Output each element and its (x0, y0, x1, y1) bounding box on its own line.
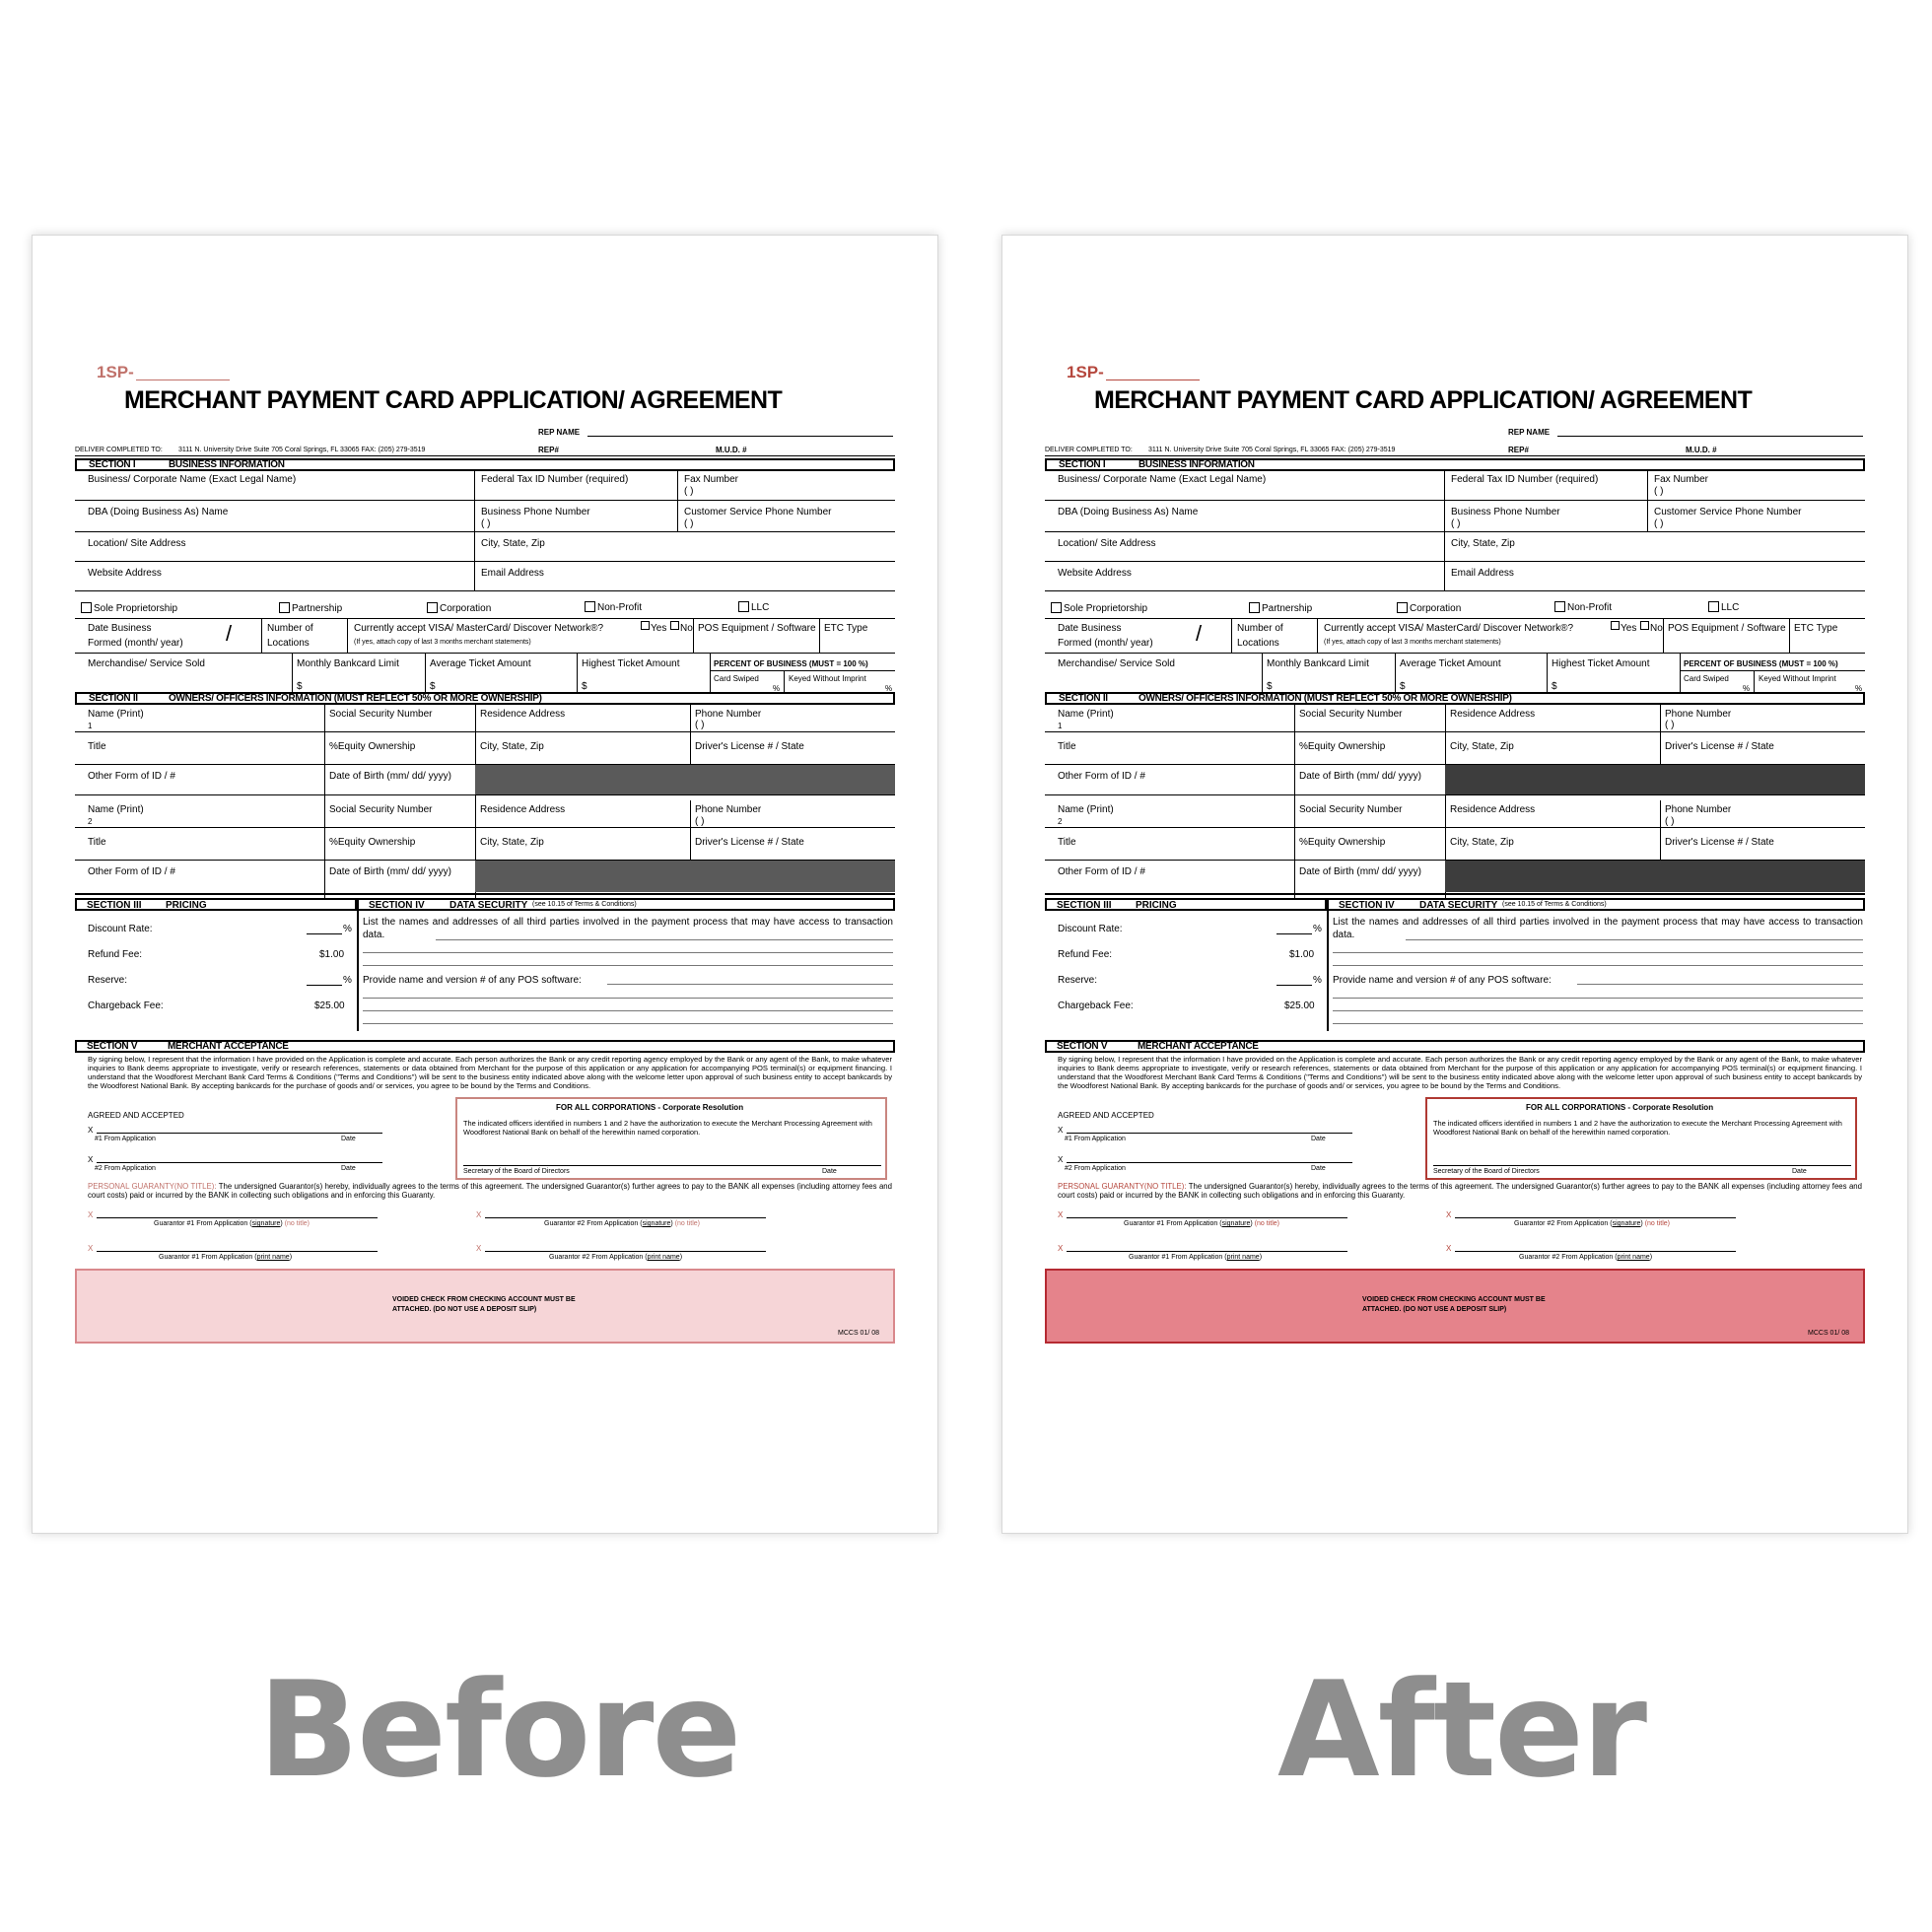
guarantor2-signature-label: Guarantor #2 From Application (signature) (no title) (544, 1220, 700, 1227)
rep-number-label: REP# (1508, 446, 1529, 454)
accept-no-checkbox[interactable] (1640, 621, 1649, 630)
fax-label: Fax Number (1654, 474, 1709, 485)
corporation-checkbox[interactable] (427, 602, 438, 613)
city-label: City, State, Zip (481, 538, 545, 549)
chargeback-label: Chargeback Fee: (88, 1000, 164, 1011)
keyed-label: Keyed Without Imprint (1759, 674, 1836, 683)
reserve-label: Reserve: (88, 975, 128, 986)
section-4-header: SECTION IV DATA SECURITY (see 10.15 of Terms & Conditions) (357, 898, 895, 911)
guarantor1-print-label: Guarantor #1 From Application (print name) (159, 1254, 293, 1261)
accept-no-checkbox[interactable] (670, 621, 679, 630)
guarantor2-signature-label: Guarantor #2 From Application (signature) (no title) (1514, 1220, 1670, 1227)
partnership-checkbox[interactable] (1249, 602, 1260, 613)
percent-business-label: PERCENT OF BUSINESS (MUST = 100 %) (1684, 659, 1838, 668)
federal-tax-label: Federal Tax ID Number (required) (1451, 474, 1599, 485)
date-formed-label: Date Business (1058, 623, 1122, 634)
after-form-page: 1SP- MERCHANT PAYMENT CARD APPLICATION/ AGREEMENT REP NAME DELIVER COMPLETED TO: 3111 N. University Drive Suite 705 Coral Springs, FL 33065 FAX: (205) 279-3519 REP# M.U.D. # SECTION I BUSINESS INFORMATION Business/ Corporate Name (Exact Legal Name) Federal Tax ID Number (required) Fax Number ( ) DBA (Doing Business As) Name Business Phone Number ( ) Customer Service Phone Number ( ) Location/ Site Address City, State, Zip Website Address Email Address Sole Proprietorship Partnership Corporation Non-Profit LLC Date Business Formed (month/ year) / Number of Locations Currently accept VISA/ MasterCard/ Discover Network®? Yes No (If yes, attach copy of last 3 months merchant statements) POS Equipment / Software ETC Type Merchandise/ Service Sold Monthly Bankcard Limit $ Average Ticket Amount $ Highest Ticket Amount $ PERCENT OF BUSINESS (MUST = 100 %) Card Swiped % Keyed Without Imprint % SECTION II OWNERS/ OFFICERS INFORMATION (MUST REFLECT 50% OR MORE OWNERSHIP) Name (Print) 1 Social Security Number Residence Address Phone Number ( ) Title %Equity Ownership City, State, Zip Driver's License # / State Other Form of ID / # Date of Birth (mm/ dd/ yyyy) Name (Print) 2 Social Security Number Residence Address Phone Number ( ) Title %Equity Ownership City, State, Zip Driver's License # / State Other Form of ID / # Date of Birth (mm/ dd/ yyyy) SECTION III PRICING SECTION IV DATA SECURITY (see 10.15 of Terms & Conditions) Discount Rate: % Refund Fee: $1.00 Reserve: % Chargeback Fee: $25.00 List the names and addresses of all third parties involved in the payment process that may have access to transaction data. Provide name and version # of any POS software: SECTION V MERCHANT ACCEPTANCE By signing below, I represent that the information I have provided on the Application is complete and accurate. Each person authorizes the Bank or any credit reporting agency employed by the Bank or any agent of the Bank, to make whatever inquiries to Bank deems appropriate to investigate, verify or research references, statements or data obtained from Merchant for the purpose of this application or any application for accompanying POS terminal(s) or equipment financing. I understand that the Woodforest Merchant Bank Card Terms & Conditions ("Terms and Conditions") will be sent to the business entity indicated above along with the welcome letter upon approval of such business entity to accept bankcards by the Woodforest National Bank. By accepting bankcards for the purchase of goods and/ or services, you agree to be bound by the Terms and Conditions. AGREED AND ACCEPTED X #1 From Application Date X #2 From Application Date FOR ALL CORPORATIONS - Corporate Resolution The indicated officers identified in numbers 1 and 2 have the authorization to execute the Merchant Processing Agreement with Woodforest National Bank on behalf of the herewithin named corporation. Secretary of the Board of Directors Date PERSONAL GUARANTY(NO TITLE): The undersigned Guarantor(s) hereby, individually agrees to the terms of this agreement. The undersigned Guarantor(s) further agrees to pay to the BANK all expenses (including attorney fees and court costs) paid or incurred by the BANK in collecting such obligations and in enforcing this Guaranty. X Guarantor #1 From Application (signature) (no title) X Guarantor #2 From Application (signature) (no title) X Guarantor #1 From Application (print name) X Guarantor #2 From Application (print name) VOIDED CHECK FROM CHECKING ACCOUNT MUST BE ATTACHED. (DO NOT USE A DEPOSIT SLIP) MCCS 01/ 08 (1001, 235, 1908, 1534)
high-ticket-label: Highest Ticket Amount (1552, 658, 1650, 669)
keyed-label: Keyed Without Imprint (789, 674, 866, 683)
before-form-page: 1SP- MERCHANT PAYMENT CARD APPLICATION/ AGREEMENT REP NAME DELIVER COMPLETED TO: 3111 N. University Drive Suite 705 Coral Springs, FL 33065 FAX: (205) 279-3519 REP# M.U.D. # SECTION I BUSINESS INFORMATION Business/ Corporate Name (Exact Legal Name) Federal Tax ID Number (required) Fax Number ( ) DBA (Doing Business As) Name Business Phone Number ( ) Customer Service Phone Number ( ) Location/ Site Address City, State, Zip Website Address Email Address Sole Proprietorship Partnership Corporation Non-Profit LLC Date Business Formed (month/ year) / Number of Locations Currently accept VISA/ MasterCard/ Discover Network®? Yes No (If yes, attach copy of last 3 months merchant statements) POS Equipment / Software ETC Type Merchandise/ Service Sold Monthly Bankcard Limit $ Average Ticket Amount $ Highest Ticket Amount $ PERCENT OF BUSINESS (MUST = 100 %) Card Swiped % Keyed Without Imprint % SECTION II OWNERS/ OFFICERS INFORMATION (MUST REFLECT 50% OR MORE OWNERSHIP) Name (Print) 1 Social Security Number Residence Address Phone Number ( ) Title %Equity Ownership City, State, Zip Driver's License # / State Other Form of ID / # Date of Birth (mm/ dd/ yyyy) Name (Print) 2 Social Security Number Residence Address Phone Number ( ) Title %Equity Ownership City, State, Zip Driver's License # / State Other Form of ID / # Date of Birth (mm/ dd/ yyyy) SECTION III PRICING SECTION IV DATA SECURITY (see 10.15 of Terms & Conditions) Discount Rate: % Refund Fee: $1.00 Reserve: % Chargeback Fee: $25.00 List the names and addresses of all third parties involved in the payment process that may have access to transaction data. Provide name and version # of any POS software: SECTION V MERCHANT ACCEPTANCE By signing below, I represent that the information I have provided on the Application is complete and accurate. Each person authorizes the Bank or any credit reporting agency employed by the Bank or any agent of the Bank, to make whatever inquiries to Bank deems appropriate to investigate, verify or research references, statements or data obtained from Merchant for the purpose of this application or any application for accompanying POS terminal(s) or equipment financing. I understand that the Woodforest Merchant Bank Card Terms & Conditions ("Terms and Conditions") will be sent to the business entity indicated above along with the welcome letter upon approval of such business entity to accept bankcards by the Woodforest National Bank. By accepting bankcards for the purchase of goods and/ or services, you agree to be bound by the Terms and Conditions. AGREED AND ACCEPTED X #1 From Application Date X #2 From Application Date FOR ALL CORPORATIONS - Corporate Resolution The indicated officers identified in numbers 1 and 2 have the authorization to execute the Merchant Processing Agreement with Woodforest National Bank on behalf of the herewithin named corporation. Secretary of the Board of Directors Date PERSONAL GUARANTY(NO TITLE): The undersigned Guarantor(s) hereby, individually agrees to the terms of this agreement. The undersigned Guarantor(s) further agrees to pay to the BANK all expenses (including attorney fees and court costs) paid or incurred by the BANK in collecting such obligations and in enforcing this Guaranty. X Guarantor #1 From Application (signature) (no title) X Guarantor #2 From Application (signature) (no title) X Guarantor #1 From Application (print name) X Guarantor #2 From Application (print name) VOIDED CHECK FROM CHECKING ACCOUNT MUST BE ATTACHED. (DO NOT USE A DEPOSIT SLIP) MCCS 01/ 08 (32, 235, 938, 1534)
section-5-header: SECTION V MERCHANT ACCEPTANCE (75, 1040, 895, 1053)
section-2-header: SECTION II OWNERS/ OFFICERS INFORMATION (MUST REFLECT 50% OR MORE OWNERSHIP) (1045, 692, 1865, 705)
refund-fee-value: $1.00 (1289, 949, 1315, 960)
guaranty-text: PERSONAL GUARANTY(NO TITLE): The undersigned Guarantor(s) hereby, individually agrees to the terms of this agreement. The undersigned Guarantor(s) further agrees to pay to the BANK all expenses (including attorney fees and court costs) paid or incurred by the BANK in collecting such obligations and in enforcing this Guaranty. (88, 1182, 892, 1200)
sole-proprietorship-checkbox[interactable] (1051, 602, 1062, 613)
business-phone-label: Business Phone Number (481, 507, 590, 518)
etc-type-label: ETC Type (1794, 623, 1838, 634)
section-5-header: SECTION V MERCHANT ACCEPTANCE (1045, 1040, 1865, 1053)
owner1-name-label: Name (Print) (88, 709, 144, 720)
website-label: Website Address (1058, 568, 1132, 579)
agreed-label: AGREED AND ACCEPTED (88, 1111, 184, 1120)
owner1-name-label: Name (Print) (1058, 709, 1114, 720)
corporate-resolution-box: FOR ALL CORPORATIONS - Corporate Resolution The indicated officers identified in numbers 1 and 2 have the authorization to execute the Merchant Processing Agreement with Woodforest National Bank on behalf of the herewithin named corporation. Secretary of the Board of Directors Date (1425, 1097, 1857, 1180)
attach-note: (If yes, attach copy of last 3 months merchant statements) (354, 639, 531, 646)
currently-accept-label: Currently accept VISA/ MasterCard/ Discover Network®? (354, 623, 604, 634)
customer-phone-label: Customer Service Phone Number (684, 507, 832, 518)
non-profit-checkbox[interactable] (1554, 601, 1565, 612)
chargeback-value: $25.00 (1284, 1000, 1315, 1011)
dba-label: DBA (Doing Business As) Name (1058, 507, 1199, 518)
llc-checkbox[interactable] (1708, 601, 1719, 612)
section-1-header: SECTION I BUSINESS INFORMATION (1045, 458, 1865, 471)
percent-business-label: PERCENT OF BUSINESS (MUST = 100 %) (714, 659, 868, 668)
business-name-label: Business/ Corporate Name (Exact Legal Name) (88, 474, 297, 485)
monthly-limit-label: Monthly Bankcard Limit (1267, 658, 1369, 669)
section-2-header: SECTION II OWNERS/ OFFICERS INFORMATION (MUST REFLECT 50% OR MORE OWNERSHIP) (75, 692, 895, 705)
location-label: Location/ Site Address (1058, 538, 1156, 549)
rep-name-line (587, 436, 893, 437)
avg-ticket-label: Average Ticket Amount (430, 658, 531, 669)
pos-software-label: Provide name and version # of any POS software: (363, 975, 582, 986)
guaranty-text: PERSONAL GUARANTY(NO TITLE): The undersigned Guarantor(s) hereby, individually agrees to the terms of this agreement. The undersigned Guarantor(s) further agrees to pay to the BANK all expenses (including attorney fees and court costs) paid or incurred by the BANK in collecting such obligations and in enforcing this Guaranty. (1058, 1182, 1862, 1200)
mud-label: M.U.D. # (716, 446, 747, 454)
locations-label: Number of (1237, 623, 1283, 634)
guarantor1-signature-label: Guarantor #1 From Application (signature) (no title) (154, 1220, 310, 1227)
email-label: Email Address (1451, 568, 1514, 579)
owner2-shaded-area (1445, 861, 1865, 892)
section-1-header: SECTION I BUSINESS INFORMATION (75, 458, 895, 471)
pos-equipment-label: POS Equipment / Software (1668, 623, 1786, 634)
voided-check-area: VOIDED CHECK FROM CHECKING ACCOUNT MUST BE ATTACHED. (DO NOT USE A DEPOSIT SLIP) MCCS 01/ 08 (75, 1269, 895, 1344)
guarantor2-print-label: Guarantor #2 From Application (print name) (549, 1254, 683, 1261)
chargeback-value: $25.00 (314, 1000, 345, 1011)
owner2-name-label: Name (Print) (1058, 804, 1114, 815)
owner1-shaded-area (475, 765, 895, 794)
locations-label: Number of (267, 623, 313, 634)
before-caption: Before (258, 1653, 740, 1807)
application-id-prefix: 1SP- (1067, 363, 1104, 381)
accept-yes-checkbox[interactable] (1611, 621, 1620, 630)
application-id-prefix: 1SP- (97, 363, 134, 381)
date-formed-label: Date Business (88, 623, 152, 634)
card-swiped-label: Card Swiped (714, 674, 759, 683)
fax-paren: ( ) (684, 486, 694, 497)
rep-name-label: REP NAME (538, 428, 581, 437)
deliver-address: 3111 N. University Drive Suite 705 Coral Springs, FL 33065 FAX: (205) 279-3519 (1148, 447, 1396, 453)
agreed-label: AGREED AND ACCEPTED (1058, 1111, 1154, 1120)
guarantor1-print-label: Guarantor #1 From Application (print name) (1129, 1254, 1263, 1261)
email-label: Email Address (481, 568, 544, 579)
card-swiped-label: Card Swiped (1684, 674, 1729, 683)
merchandise-label: Merchandise/ Service Sold (1058, 658, 1175, 669)
third-parties-text: List the names and addresses of all third parties involved in the payment process that may have access to transaction data. (1333, 917, 1863, 940)
owner2-shaded-area (475, 861, 895, 892)
owner2-name-label: Name (Print) (88, 804, 144, 815)
business-name-label: Business/ Corporate Name (Exact Legal Name) (1058, 474, 1267, 485)
llc-checkbox[interactable] (738, 601, 749, 612)
mud-label: M.U.D. # (1686, 446, 1717, 454)
avg-ticket-label: Average Ticket Amount (1400, 658, 1501, 669)
deliver-address: 3111 N. University Drive Suite 705 Coral Springs, FL 33065 FAX: (205) 279-3519 (178, 447, 426, 453)
owner1-shaded-area (1445, 765, 1865, 794)
fax-label: Fax Number (684, 474, 739, 485)
merchandise-label: Merchandise/ Service Sold (88, 658, 205, 669)
form-title: MERCHANT PAYMENT CARD APPLICATION/ AGREEMENT (124, 386, 783, 414)
rep-number-label: REP# (538, 446, 559, 454)
section-3-header: SECTION III PRICING (1045, 898, 1327, 911)
non-profit-checkbox[interactable] (585, 601, 595, 612)
acceptance-text: By signing below, I represent that the information I have provided on the Application is complete and accurate. Each person authorizes the Bank or any credit reporting agency employed by the Bank or any agent of the Bank, to make whatever inquiries to Bank deems appropriate to investigate, verify or research references, statements or data obtained from Merchant for the purpose of this application or any application for accompanying POS terminal(s) or equipment financing. I understand that the Woodforest Merchant Bank Card Terms & Conditions ("Terms and Conditions") will be sent to the business entity indicated above along with the welcome letter upon approval of such business entity to accept bankcards by the Woodforest National Bank. By accepting bankcards for the purchase of goods and/ or services, you agree to be bound by the Terms and Conditions. (88, 1055, 892, 1090)
section-3-header: SECTION III PRICING (75, 898, 357, 911)
location-label: Location/ Site Address (88, 538, 186, 549)
refund-fee-label: Refund Fee: (88, 949, 143, 960)
customer-phone-label: Customer Service Phone Number (1654, 507, 1802, 518)
federal-tax-label: Federal Tax ID Number (required) (481, 474, 629, 485)
third-parties-text: List the names and addresses of all third parties involved in the payment process that may have access to transaction data. (363, 917, 893, 940)
acceptance-text: By signing below, I represent that the information I have provided on the Application is complete and accurate. Each person authorizes the Bank or any credit reporting agency employed by the Bank or any agent of the Bank, to make whatever inquiries to Bank deems appropriate to investigate, verify or research references, statements or data obtained from Merchant for the purpose of this application or any application for accompanying POS terminal(s) or equipment financing. I understand that the Woodforest Merchant Bank Card Terms & Conditions ("Terms and Conditions") will be sent to the business entity indicated above along with the welcome letter upon approval of such business entity to accept bankcards by the Woodforest National Bank. By accepting bankcards for the purchase of goods and/ or services, you agree to be bound by the Terms and Conditions. (1058, 1055, 1862, 1090)
deliver-label: DELIVER COMPLETED TO: (1045, 447, 1133, 453)
section-4-header: SECTION IV DATA SECURITY (see 10.15 of Terms & Conditions) (1327, 898, 1865, 911)
currently-accept-label: Currently accept VISA/ MasterCard/ Discover Network®? (1324, 623, 1574, 634)
discount-rate-label: Discount Rate: (1058, 924, 1123, 934)
refund-fee-label: Refund Fee: (1058, 949, 1113, 960)
chargeback-label: Chargeback Fee: (1058, 1000, 1134, 1011)
sole-proprietorship-checkbox[interactable] (81, 602, 92, 613)
monthly-limit-label: Monthly Bankcard Limit (297, 658, 399, 669)
after-caption: After (1277, 1653, 1646, 1807)
high-ticket-label: Highest Ticket Amount (582, 658, 680, 669)
corporation-checkbox[interactable] (1397, 602, 1408, 613)
form-title: MERCHANT PAYMENT CARD APPLICATION/ AGREEMENT (1094, 386, 1753, 414)
deliver-label: DELIVER COMPLETED TO: (75, 447, 163, 453)
corporate-resolution-box: FOR ALL CORPORATIONS - Corporate Resolution The indicated officers identified in numbers 1 and 2 have the authorization to execute the Merchant Processing Agreement with Woodforest National Bank on behalf of the herewithin named corporation. Secretary of the Board of Directors Date (455, 1097, 887, 1180)
dba-label: DBA (Doing Business As) Name (88, 507, 229, 518)
date-slash: / (226, 621, 233, 646)
partnership-checkbox[interactable] (279, 602, 290, 613)
website-label: Website Address (88, 568, 162, 579)
pos-software-label: Provide name and version # of any POS software: (1333, 975, 1552, 986)
guarantor1-signature-label: Guarantor #1 From Application (signature) (no title) (1124, 1220, 1279, 1227)
accept-yes-checkbox[interactable] (641, 621, 650, 630)
guarantor2-print-label: Guarantor #2 From Application (print name) (1519, 1254, 1653, 1261)
voided-check-area: VOIDED CHECK FROM CHECKING ACCOUNT MUST BE ATTACHED. (DO NOT USE A DEPOSIT SLIP) MCCS 01/ 08 (1045, 1269, 1865, 1344)
business-phone-label: Business Phone Number (1451, 507, 1560, 518)
city-label: City, State, Zip (1451, 538, 1515, 549)
reserve-label: Reserve: (1058, 975, 1098, 986)
rep-name-label: REP NAME (1508, 428, 1551, 437)
etc-type-label: ETC Type (824, 623, 868, 634)
refund-fee-value: $1.00 (319, 949, 345, 960)
pos-equipment-label: POS Equipment / Software (698, 623, 816, 634)
header-rule (75, 455, 895, 456)
discount-rate-label: Discount Rate: (88, 924, 153, 934)
